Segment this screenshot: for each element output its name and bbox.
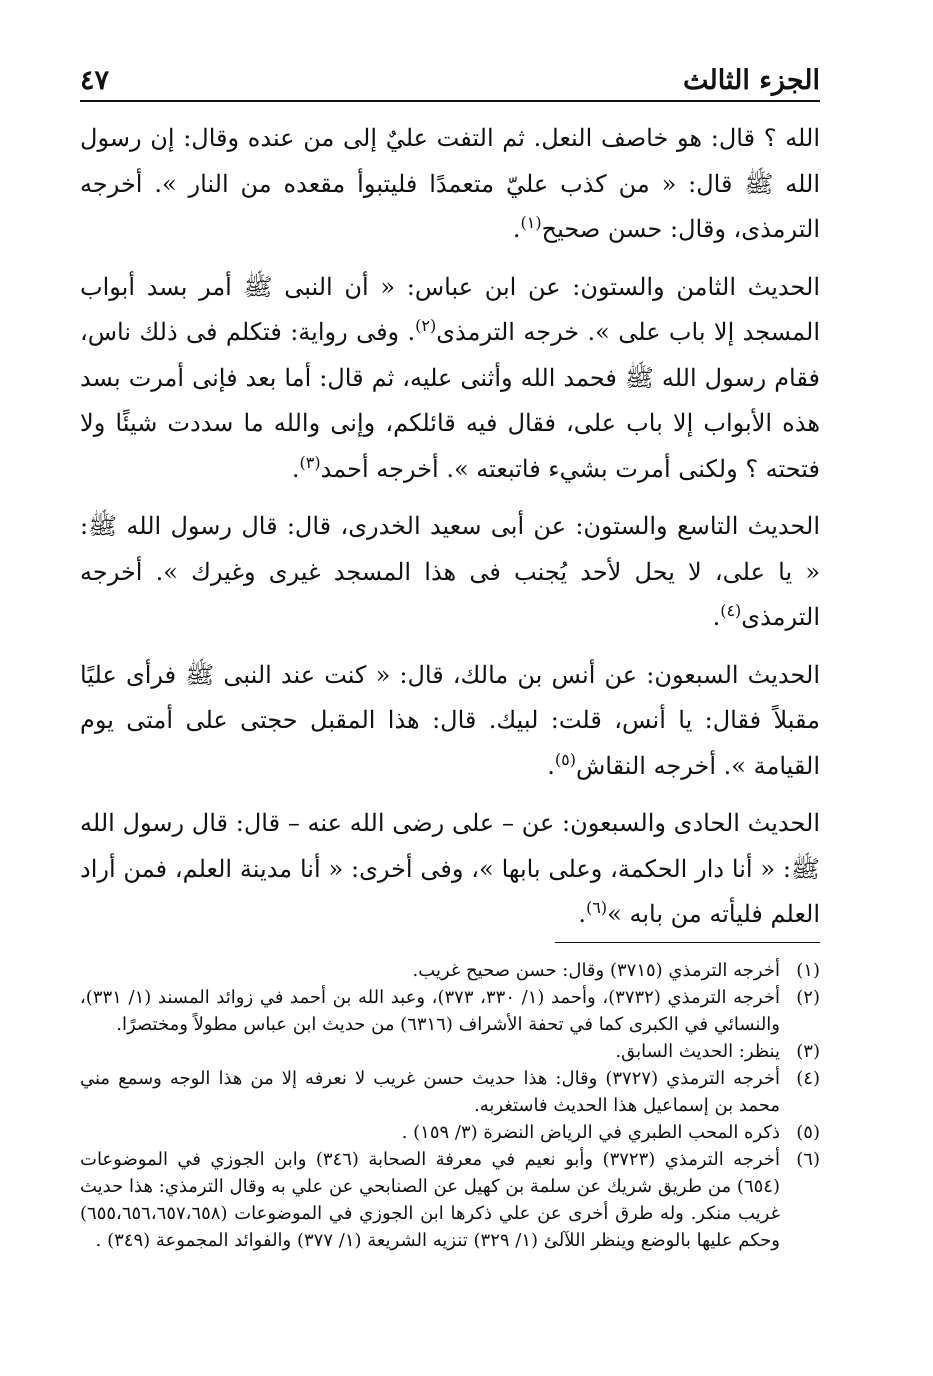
footnote-ref: (٤) [720, 601, 742, 620]
footnote-number: (١) [796, 959, 820, 981]
footnote-ref: (٥) [554, 749, 576, 769]
paragraph: الحديث الثامن والستون: عن ابن عباس: « أن النبى ﷺ أمر بسد أبواب المسجد إلا باب على ». خرجه الترمذى$^{(٢)}$. وفى رواية: فتكلم فى ذلك ناس، فقام رسول الله ﷺ فحمد الله وأثنى عليه، ثم قال: أما بعد فإنى أمرت بسد هذه الأبواب إلا باب على، فقال فيه قائلكم، وإنى والله ما سددت شيئًا ولا فتحته ؟ ولكنى أمرت بشيء فاتبعته ». أخرجه أحمد$^{(٣)}$. [80, 272, 820, 483]
footnote [80, 1038, 820, 1065]
footnote-separator [555, 942, 820, 943]
footnote-text: أخرجه الترمذي (٣٧٢٣) وأبو نعيم في معرفة الصحابة (٣٤٦) وابن الجوزي في الموضوعات (٦٥٤) من طريق شريك عن سلمة بن كهيل عن الصنابحي عن علي به وقال الترمذي: هذا حديث غريب منكر. وله طرق أخرى عن علي ذكرها ابن الجوزي في الموضوعات (٦٥٥،٦٥٦،٦٥٧،٦٥٨) وحكم عليها بالوضع وينظر اللآلئ (١/ ٣٢٩) تنزيه الشريعة (١/ ٣٧٧) والفوائد المجموعة (٣٤٩) . [80, 1148, 780, 1251]
footnote-ref: (٣) [299, 452, 321, 472]
footnote-text: أخرجه الترمذي (٣٧١٥) وقال: حسن صحيح غريب. [412, 959, 780, 981]
footnote-ref: (١) [520, 213, 542, 232]
footnote-number: (٥) [796, 1121, 820, 1143]
footnote-number: (٣) [796, 1040, 820, 1062]
footnote-text: ينظر: الحديث السابق. [615, 1040, 780, 1062]
footnote [80, 957, 820, 984]
paragraph: الحديث الحادى والسبعون: عن – على رضى الله عنه – قال: قال رسول الله ﷺ: « أنا دار الحكمة، وعلى بابها »، وفى أخرى: « أنا مدينة العلم، فمن أراد العلم فليأته من بابه »$^{(٦)}$. [80, 809, 820, 928]
footnote [80, 1065, 820, 1119]
main-text [80, 116, 820, 938]
footnote-number: (٤) [796, 1067, 820, 1089]
book-page [80, 48, 820, 1254]
footnotes [80, 957, 820, 1254]
footnote-text: أخرجه الترمذي (٣٧٣٢)، وأحمد (١/ ٣٣٠، ٣٧٣)، وعبد الله بن أحمد في زوائد المسند (١/ ٣٣١)، والنسائي في الكبرى كما في تحفة الأشراف (٦٣١٦) من حديث ابن عباس مطولاً ومختصرًا. [80, 986, 780, 1035]
footnote-ref: (٢) [415, 316, 437, 335]
paragraph: الحديث التاسع والستون: عن أبى سعيد الخدرى، قال: قال رسول الله ﷺ: « يا على، لا يحل لأحد يُجنب فى هذا المسجد غيرى وغيرك ». أخرجه الترمذى$^{(٤)}$. [80, 512, 820, 631]
footnote-text: أخرجه الترمذي (٣٧٢٧) وقال: هذا حديث حسن غريب لا نعرفه إلا من هذا الوجه وسمع مني محمد بن إسماعيل هذا الحديث فاستغربه. [80, 1067, 780, 1116]
footnote-text: ذكره المحب الطبري في الرياض النضرة (٣/ ١٥٩) . [401, 1121, 780, 1143]
footnote-number: (٢) [796, 986, 820, 1008]
paragraph: الله ؟ قال: هو خاصف النعل. ثم التفت عليٌ إلى من عنده وقال: إن رسول الله ﷺ قال: « من كذب عليّ متعمدًا فليتبوأ مقعده من النار ». أخرجه الترمذى، وقال: حسن صحيح$^{(١)}$. [80, 124, 820, 243]
page-number: ٤٧ [80, 65, 110, 96]
footnote-ref: (٦) [586, 898, 608, 917]
running-header [80, 48, 820, 96]
footnote [80, 984, 820, 1038]
footnote-number: (٦) [796, 1148, 820, 1170]
section-title: الجزء الثالث [683, 65, 820, 96]
footnote [80, 1119, 820, 1146]
header-rule [80, 100, 820, 102]
paragraph: الحديث السبعون: عن أنس بن مالك، قال: « كنت عند النبى ﷺ فرأى عليًا مقبلاً فقال: يا أنس، قلت: لبيك. قال: هذا المقبل حجتى على أمتى يوم القيامة ». أخرجه النقاش$^{(٥)}$. [80, 660, 820, 780]
footnote [80, 1146, 820, 1254]
